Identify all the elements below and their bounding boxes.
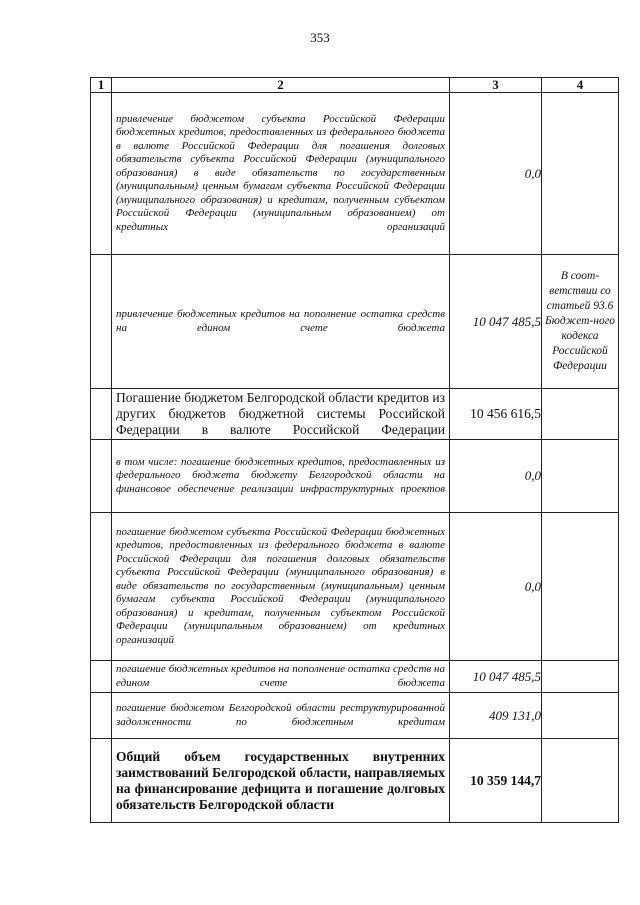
description-cell: [112, 440, 450, 513]
amount-cell: 0,0: [450, 440, 542, 513]
row-description: погашение бюджетом Белгородской области реструктурированной задолженности по бюджетным кредитам: [116, 702, 445, 728]
description-cell: [112, 661, 450, 693]
description-cell: [112, 513, 450, 661]
legal-basis-note: В соот-ветствии со статьей 93.6 Бюджет-ного кодекса Российской Федерации: [544, 270, 616, 372]
column-header-1: 1: [91, 78, 112, 93]
table-row: [91, 513, 619, 661]
row-number-cell: [91, 739, 112, 823]
row-number-cell: [91, 255, 112, 389]
row-number-cell: [91, 440, 112, 513]
column-header-3: 3: [450, 78, 542, 93]
row-description: Погашение бюджетом Белгородской области кредитов из других бюджетов бюджетной системы Российской Федерации в валюте Российской Федерации: [116, 390, 445, 437]
table-row: [91, 693, 619, 739]
note-cell: [542, 693, 619, 739]
table-row: [91, 255, 619, 389]
table-row: [91, 389, 619, 440]
row-description: привлечение бюджетных кредитов на пополнение остатка средств на едином счете бюджета: [116, 308, 445, 334]
column-header-2: 2: [112, 78, 450, 93]
row-number-cell: [91, 693, 112, 739]
amount-cell: 409 131,0: [450, 693, 542, 739]
page-number: 353: [310, 30, 330, 45]
row-description: привлечение бюджетом субъекта Российской Федерации бюджетных кредитов, предоставленных из федерального бюджета в валюте Российской Федерации для погашения долговых обязательств субъекта Российской Федерации (муниципального образования) в виде обязательств по государственным (муниципальным) ценным бумагам субъекта Российской Федерации (муниципального образования) и кредитам, полученным субъектом Российской Федерации (муниципальным образованием) от кредитных организаций: [116, 112, 445, 233]
note-cell: [542, 739, 619, 823]
borrowing-table: [90, 77, 619, 823]
note-cell: [542, 440, 619, 513]
amount-cell: 0,0: [450, 93, 542, 255]
row-number-cell: [91, 93, 112, 255]
amount-cell: 0,0: [450, 513, 542, 661]
table-row: [91, 93, 619, 255]
table-row: [91, 739, 619, 823]
note-cell: [542, 93, 619, 255]
description-cell: [112, 693, 450, 739]
row-number-cell: [91, 389, 112, 440]
row-number-cell: [91, 661, 112, 693]
description-cell: [112, 389, 450, 440]
table-row: [91, 661, 619, 693]
note-cell: [542, 389, 619, 440]
amount-cell: 10 047 485,5: [450, 255, 542, 389]
note-cell: [542, 661, 619, 693]
amount-cell: 10 456 616,5: [450, 389, 542, 440]
column-header-4: 4: [542, 78, 619, 93]
note-cell: [542, 255, 619, 389]
row-number-cell: [91, 513, 112, 661]
row-description: погашение бюджетом субъекта Российской Федерации бюджетных кредитов, предоставленных из федерального бюджета в валюте Российской Федерации для погашения долговых обязательств субъекта Российской Федерации (муниципального образования) в виде обязательств по государственным (муниципальным) ценным бумагам субъекта Российской Федерации (муниципального образования) и кредитам, полученным субъектом Российской Федерации (муниципальным образованием) от кредитных организаций: [116, 525, 445, 646]
amount-cell: 10 359 144,7: [450, 739, 542, 823]
note-cell: [542, 513, 619, 661]
row-description: в том числе: погашение бюджетных кредитов, предоставленных из федерального бюджета бюджету Белгородской области на финансовое обеспечение реализации инфраструктурных проектов: [116, 455, 445, 495]
description-cell: [112, 93, 450, 255]
row-description: погашение бюджетных кредитов на пополнение остатка средств на едином счете бюджета: [116, 663, 445, 689]
description-cell: [112, 255, 450, 389]
row-description: Общий объем государственных внутренних заимствований Белгородской области, направляемых на финансирование дефицита и погашение долговых обязательств Белгородской области: [116, 748, 445, 812]
amount-cell: 10 047 485,5: [450, 661, 542, 693]
table-header-row: [91, 78, 619, 93]
description-cell: [112, 739, 450, 823]
table-row: [91, 440, 619, 513]
